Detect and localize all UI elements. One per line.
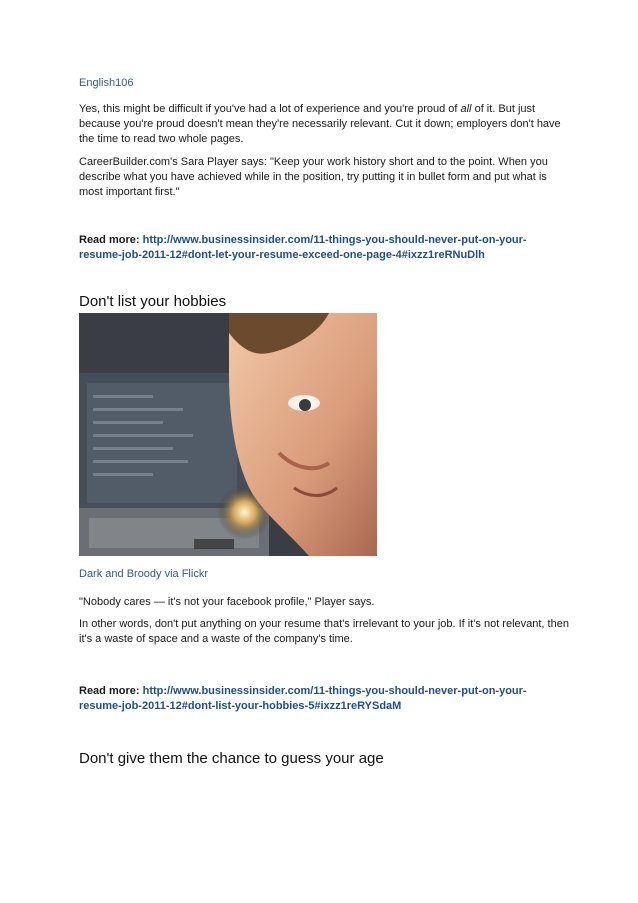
section-2-paragraph-1: "Nobody cares — it's not your facebook profile," Player says.: [79, 596, 375, 608]
read-more-link[interactable]: http://www.businessinsider.com/11-things-you-should-never-put-on-your-resume-job-2011-12#dont-list-your-hobbies-5#ixzz1reRYSdaM: [79, 685, 527, 712]
section-2-read-more: [79, 684, 569, 714]
section-1-paragraph-1: Yes, this might be difficult if you've had a lot of experience and you're proud of all of it. But just because you're proud doesn't mean they're necessarily relevant. Cut it down; employers don't have the time to read two whole pages.: [79, 103, 561, 145]
section-1-read-more: [79, 233, 569, 263]
section-2-paragraph-2: In other words, don't put anything on your resume that's irrelevant to your job. If it's not relevant, then it's a waste of space and a waste of the company's time.: [79, 618, 569, 645]
section-1-paragraph-2: CareerBuilder.com's Sara Player says: "Keep your work history short and to the point. When you describe what you have achieved while in the position, try putting it in bullet form and put what is most important first.": [79, 156, 548, 198]
read-more-link[interactable]: http://www.businessinsider.com/11-things-you-should-never-put-on-your-resume-job-2011-12#dont-let-your-resume-exceed-one-page-4#ixzz1reRNuDlh: [79, 234, 527, 261]
read-more-label: Read more:: [79, 234, 140, 246]
read-more-label: Read more:: [79, 685, 140, 697]
heading-hobbies: Don't list your hobbies: [79, 293, 227, 310]
heading-age: Don't give them the chance to guess your age: [79, 750, 384, 767]
source-label: English106: [79, 77, 134, 89]
photo-caption: Dark and Broody via Flickr: [79, 568, 208, 580]
article-photo: [79, 313, 377, 556]
